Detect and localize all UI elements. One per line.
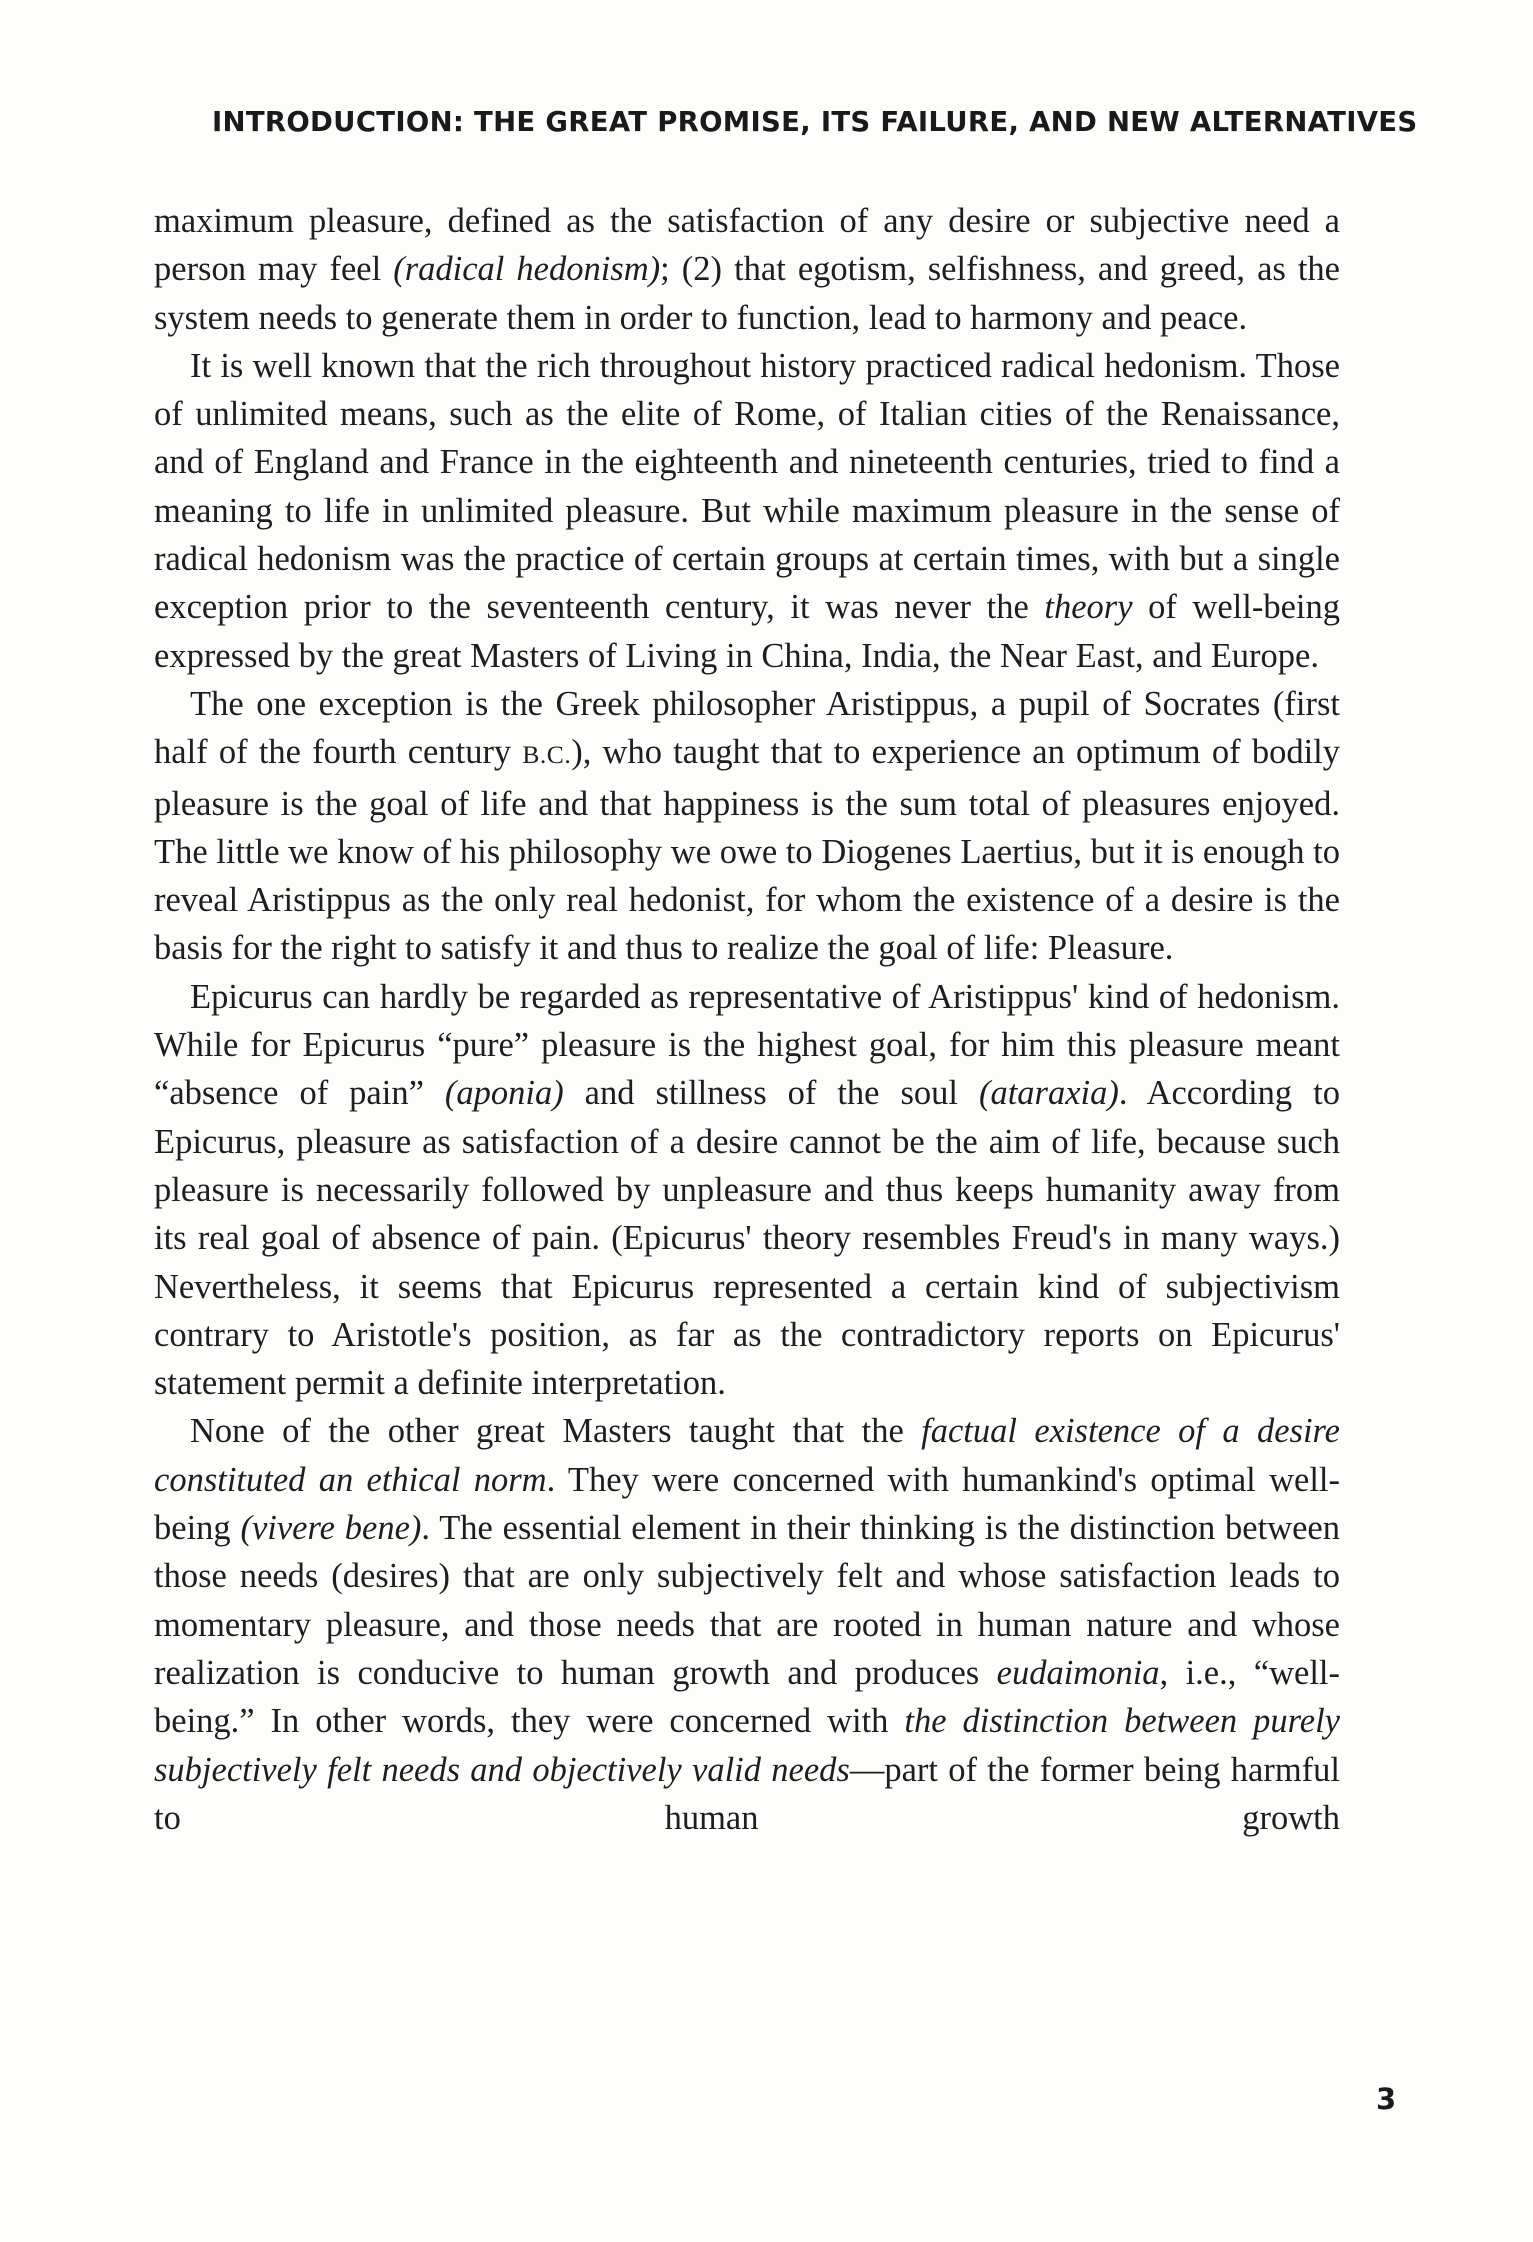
italic-term: eudaimonia <box>996 1653 1160 1692</box>
paragraph-epicurus <box>154 973 1340 1408</box>
text-segment: Epicurus can hardly be regarded as representative of Aristippus' kind of hedonism. While for Epicurus “pure” pleasure is the highest goal, for him this pleasure meant “absence of pain” <box>154 977 1340 1113</box>
paragraph-aristippus <box>154 680 1340 973</box>
text-segment: . The essential element in their thinking is the distinction between those needs (desires) that are only subjectively felt and whose satisfaction leads to momentary pleasure, and those needs that are rooted in human nature and whose realization is conducive to human growth and produces <box>154 1509 1340 1692</box>
italic-term: (radical hedonism) <box>393 250 661 289</box>
italic-term: factual existence of a desire constituted an ethical norm <box>154 1412 1340 1499</box>
text-segment: maximum pleasure, defined as the satisfaction of any desire or subjective need a person may feel <box>154 202 1340 289</box>
page-number: 3 <box>1376 2082 1397 2116</box>
running-head: INTRODUCTION: THE GREAT PROMISE, ITS FAILURE, AND NEW ALTERNATIVES <box>212 106 1418 138</box>
text-segment: . According to Epicurus, pleasure as satisfaction of a desire cannot be the aim of life, because such pleasure is necessarily followed by unpleasure and thus keeps humanity away from its real goal of absence of pain. (Epicurus' theory resembles Freud's in many ways.) Nevertheless, it seems that Epicurus represented a certain kind of subjectivism contrary to Aristotle's position, as far as the contradictory reports on Epicurus' statement permit a definite interpretation. <box>154 1074 1340 1403</box>
italic-term: (ataraxia) <box>978 1074 1119 1113</box>
text-segment: ), who taught that to experience an optimum of bodily pleasure is the goal of life and that happiness is the sum total of pleasures enjoyed. The little we know of his philosophy we owe to Diogenes Laertius, but it is enough to reveal Aristippus as the only real hedonist, for whom the existence of a desire is the basis for the right to satisfy it and thus to realize the goal of life: Pleasure. <box>154 733 1340 968</box>
text-segment: The one exception is the Greek philosopher Aristippus, a pupil of Socrates (first half of the fourth century <box>154 684 1340 772</box>
text-segment: of well-being expressed by the great Masters of Living in China, India, the Near East, and Europe. <box>154 588 1340 675</box>
paragraph-great-masters <box>154 1407 1340 1842</box>
italic-term: (aponia) <box>444 1074 564 1113</box>
text-segment: , i.e., “well-being.” In other words, they were concerned with <box>154 1653 1340 1741</box>
italic-term: theory <box>1044 588 1133 627</box>
text-segment: ; (2) that egotism, selfishness, and greed, as the system needs to generate them in order to function, lead to harmony and peace. <box>154 250 1340 337</box>
body-text <box>154 197 1340 1842</box>
small-caps-era: B.C. <box>522 740 572 770</box>
paragraph-radical-hedonism <box>154 197 1340 342</box>
text-segment: and stillness of the soul <box>563 1074 979 1113</box>
text-segment: . They were concerned with humankind's optimal well-being <box>154 1460 1340 1548</box>
paragraph-rich-hedonism <box>154 342 1340 680</box>
italic-term: (vivere bene) <box>240 1509 422 1548</box>
text-segment: None of the other great Masters taught that the <box>190 1412 922 1451</box>
text-segment: —part of the former being harmful to human growth <box>154 1750 1341 1837</box>
text-segment: It is well known that the rich throughout history practiced radical hedonism. Those of unlimited means, such as the elite of Rome, of Italian cities of the Renaissance, and of England and France in the eighteenth and nineteenth centuries, tried to find a meaning to life in unlimited pleasure. But while maximum pleasure in the sense of radical hedonism was the practice of certain groups at certain times, with but a single exception prior to the seventeenth century, it was never the <box>154 346 1340 627</box>
italic-term: the distinction between purely subjectively felt needs and objectively valid needs <box>154 1702 1340 1789</box>
